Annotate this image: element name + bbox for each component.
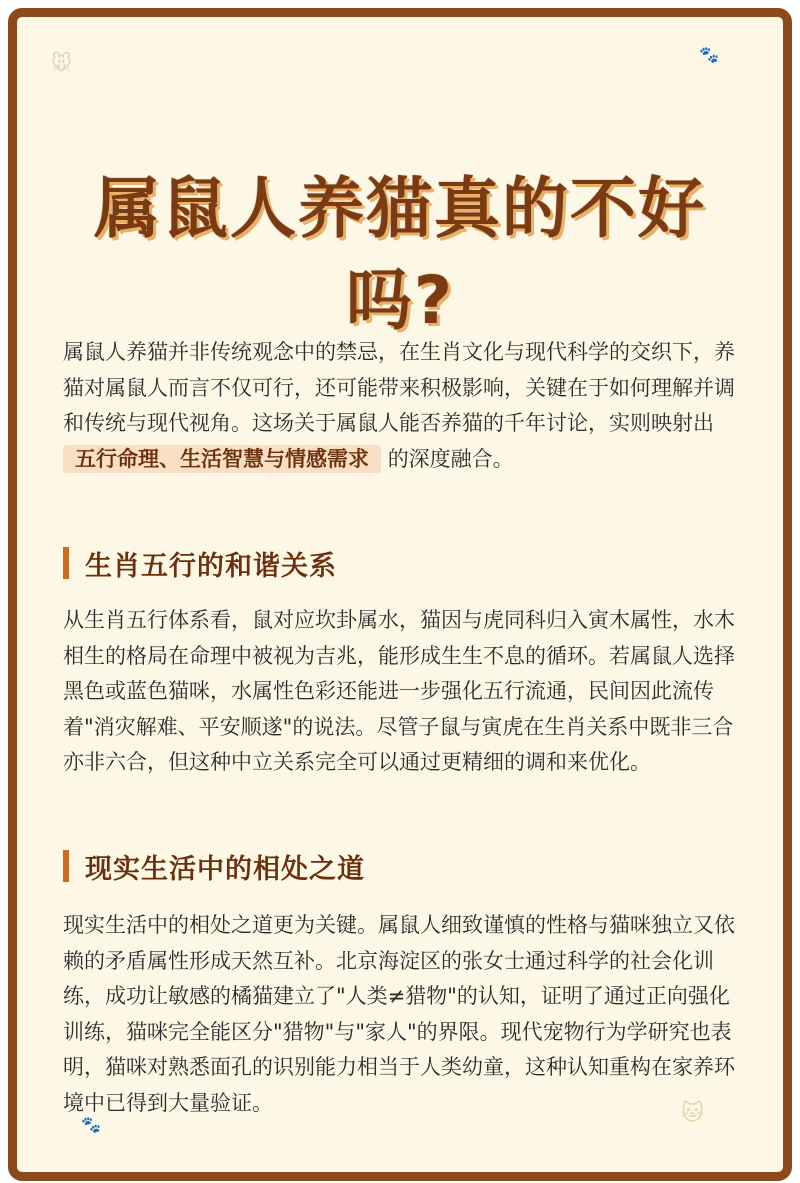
intro-highlight: 五行命理、生活智慧与情感需求 [63,445,381,473]
intro-text-end: 的深度融合。 [387,446,514,471]
page-title: 属鼠人养猫真的不好吗? [94,170,706,340]
section-heading-text: 现实生活中的相处之道 [85,853,365,885]
heading-accent-bar [63,547,69,579]
section-heading [63,543,337,583]
cat-icon: 🐱 [681,1101,704,1126]
heading-accent-bar [63,850,69,882]
section-heading [63,846,365,886]
section-body: 现实生活中的相处之道更为关键。属鼠人细致谨慎的性格与猫咪独立又依赖的矛盾属性形成天然互补。北京海淀区的张女士通过科学的社会化训练，成功让敏感的橘猫建立了"人类≠猎物"的认知，证明了通过正向强化训练，猫咪完全能区分"猎物"与"家人"的界限。现代宠物行为学研究也表明，猫咪对熟悉面孔的识别能力相当于人类幼童，这种认知重构在家养环境中已得到大量验证。 [63,913,735,1115]
page-frame [8,8,792,1181]
section-body: 从生肖五行体系看，鼠对应坎卦属水，猫因与虎同科归入寅木属性，水木相生的格局在命理中被视为吉兆，能形成生生不息的循环。若属鼠人选择黑色或蓝色猫咪，水属性色彩还能进一步强化五行流通，民间因此流传着"消灾解难、平安顺遂"的说法。尽管子鼠与寅虎在生肖关系中既非三合亦非六合，但这种中立关系完全可以通过更精细的调和来优化。 [63,608,735,774]
paw-icon: 🐾 [699,45,719,64]
intro-paragraph [63,335,745,477]
paw-icon: 🐾 [81,1115,101,1134]
section-heading-text: 生肖五行的和谐关系 [85,550,337,582]
mouse-icon: 🐭 [51,51,72,75]
intro-text: 属鼠人养猫并非传统观念中的禁忌，在生肖文化与现代科学的交织下，养猫对属鼠人而言不仅可行，还可能带来积极影响，关键在于如何理解并调和传统与现代视角。这场关于属鼠人能否养猫的千年讨论，实则映射出 [63,340,735,435]
